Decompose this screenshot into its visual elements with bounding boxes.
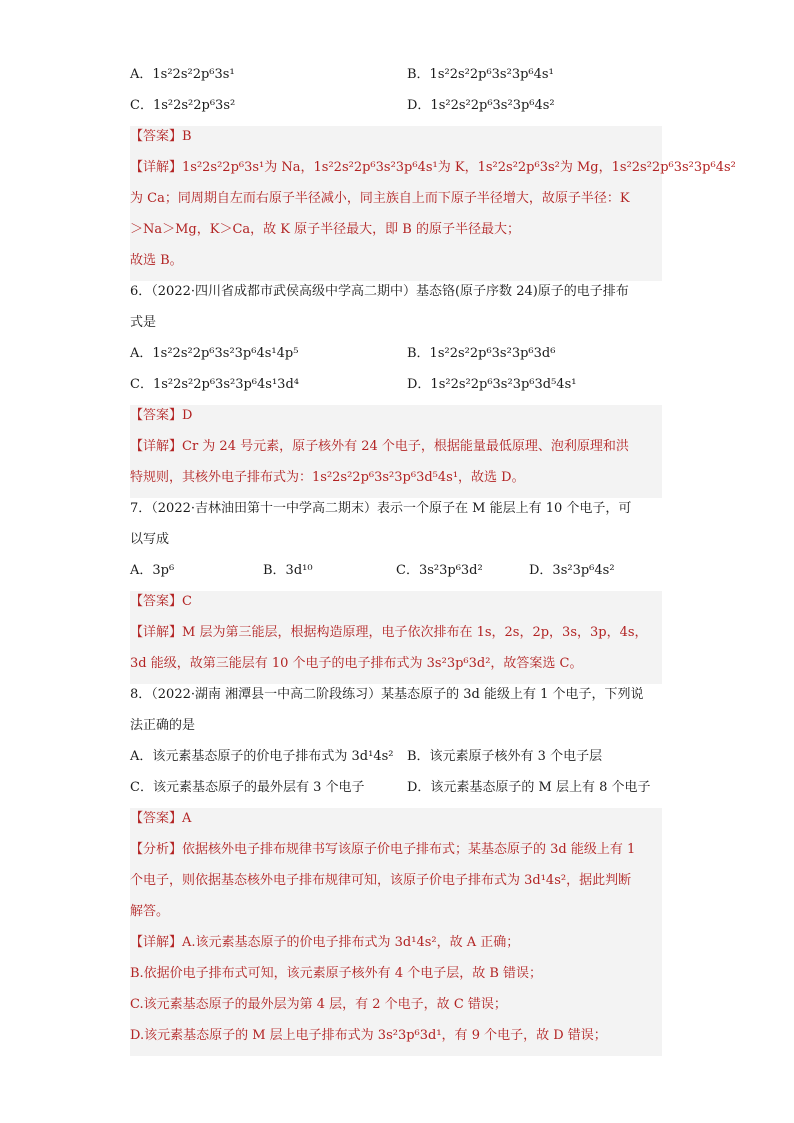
q7-option-a: A．3p⁶ [130,563,175,578]
q6-options-row-1 [130,343,662,374]
q8-option-b: B．该元素原子核外有 3 个电子层 [407,749,603,764]
q5-options-row-1 [130,64,662,95]
q6-stem-line-2: 式是 [130,315,157,330]
q6-option-b: B．1s²2s²2p⁶3s²3p⁶3d⁶ [407,346,556,361]
q6-option-d: D．1s²2s²2p⁶3s²3p⁶3d⁵4s¹ [407,377,577,392]
q8-analysis-line-2: 个电子，则依据基态核外电子排布规律可知，该原子价电子排布式为 3d¹4s²，据此判断 [130,870,662,901]
q6-stem-line-1: 6．（2022·四川省成都市武侯高级中学高二期中）基态铬(原子序数 24)原子的电子排布 [130,284,629,299]
q5-options-row-2 [130,95,662,126]
q7-stem-line-2: 以写成 [130,532,170,547]
q5-option-a: A．1s²2s²2p⁶3s¹ [130,67,235,82]
q8-options-row-2 [130,777,662,808]
q7-option-d: D．3s²3p⁶4s² [529,563,615,578]
q8-stem-line-2: 法正确的是 [130,718,196,733]
q8-detail-line-2: B.依据价电子排布式可知，该元素原子核外有 4 个电子层，故 B 错误； [130,963,662,994]
q5-answer: 【答案】B [130,126,662,157]
q8-analysis-line-3: 解答。 [130,901,662,932]
q7-options-row [130,560,662,591]
q6-detail-line-1: 【详解】Cr 为 24 号元素，原子核外有 24 个电子，根据能量最低原理、泡利原理和洪 [130,436,662,467]
q5-detail-line-3: ＞Na＞Mg，K＞Ca，故 K 原子半径最大，即 B 的原子半径最大； [130,219,662,250]
q8-analysis-line-1: 【分析】依据核外电子排布规律书写该原子价电子排布式；某基态原子的 3d 能级上有 1 [130,839,662,870]
q5-detail-line-1: 【详解】1s²2s²2p⁶3s¹为 Na，1s²2s²2p⁶3s²3p⁶4s¹为 K，1s²2s²2p⁶3s²为 Mg，1s²2s²2p⁶3s²3p⁶4s² [130,157,662,188]
q5-option-b: B．1s²2s²2p⁶3s²3p⁶4s¹ [407,67,554,82]
q5-detail-line-2: 为 Ca；同周期自左而右原子半径减小，同主族自上而下原子半径增大，故原子半径：K [130,188,662,219]
q8-option-c: C．该元素基态原子的最外层有 3 个电子 [130,780,365,795]
q7-detail-line-1: 【详解】M 层为第三能层，根据构造原理，电子依次排布在 1s，2s，2p，3s，3p，4s， [130,622,662,653]
q8-option-a: A．该元素基态原子的价电子排布式为 3d¹4s² [130,749,394,764]
q8-detail-line-4: D.该元素基态原子的 M 层上电子排布式为 3s²3p⁶3d¹，有 9 个电子，故 D 错误； [130,1025,662,1056]
q8-options-row-1 [130,746,662,777]
q7-stem-line-1: 7．（2022·吉林油田第十一中学高二期末）表示一个原子在 M 能层上有 10 个电子，可 [130,501,632,516]
q8-detail-line-3: C.该元素基态原子的最外层为第 4 层，有 2 个电子，故 C 错误； [130,994,662,1025]
q8-detail-line-1: 【详解】A.该元素基态原子的价电子排布式为 3d¹4s²，故 A 正确； [130,932,662,963]
q6-option-c: C．1s²2s²2p⁶3s²3p⁶4s¹3d⁴ [130,377,299,392]
q6-detail-line-2: 特规则，其核外电子排布式为：1s²2s²2p⁶3s²3p⁶3d⁵4s¹，故选 D。 [130,467,662,498]
q6-options-row-2 [130,374,662,405]
q7-option-c: C．3s²3p⁶3d² [396,563,483,578]
q7-answer: 【答案】C [130,591,662,622]
q6-answer: 【答案】D [130,405,662,436]
q7-option-b: B．3d¹⁰ [263,563,313,578]
q8-stem-line-1: 8．（2022·湖南 湘潭县一中高二阶段练习）某基态原子的 3d 能级上有 1 个电子，下列说 [130,687,644,702]
q8-answer: 【答案】A [130,808,662,839]
q5-detail-line-4: 故选 B。 [130,250,662,281]
q7-detail-line-2: 3d 能级，故第三能层有 10 个电子的电子排布式为 3s²3p⁶3d²，故答案选 C。 [130,653,662,684]
document-page [130,64,736,1056]
q5-option-d: D．1s²2s²2p⁶3s²3p⁶4s² [407,98,555,113]
q5-option-c: C．1s²2s²2p⁶3s² [130,98,236,113]
q8-option-d: D．该元素基态原子的 M 层上有 8 个电子 [407,780,651,795]
q6-option-a: A．1s²2s²2p⁶3s²3p⁶4s¹4p⁵ [130,346,299,361]
